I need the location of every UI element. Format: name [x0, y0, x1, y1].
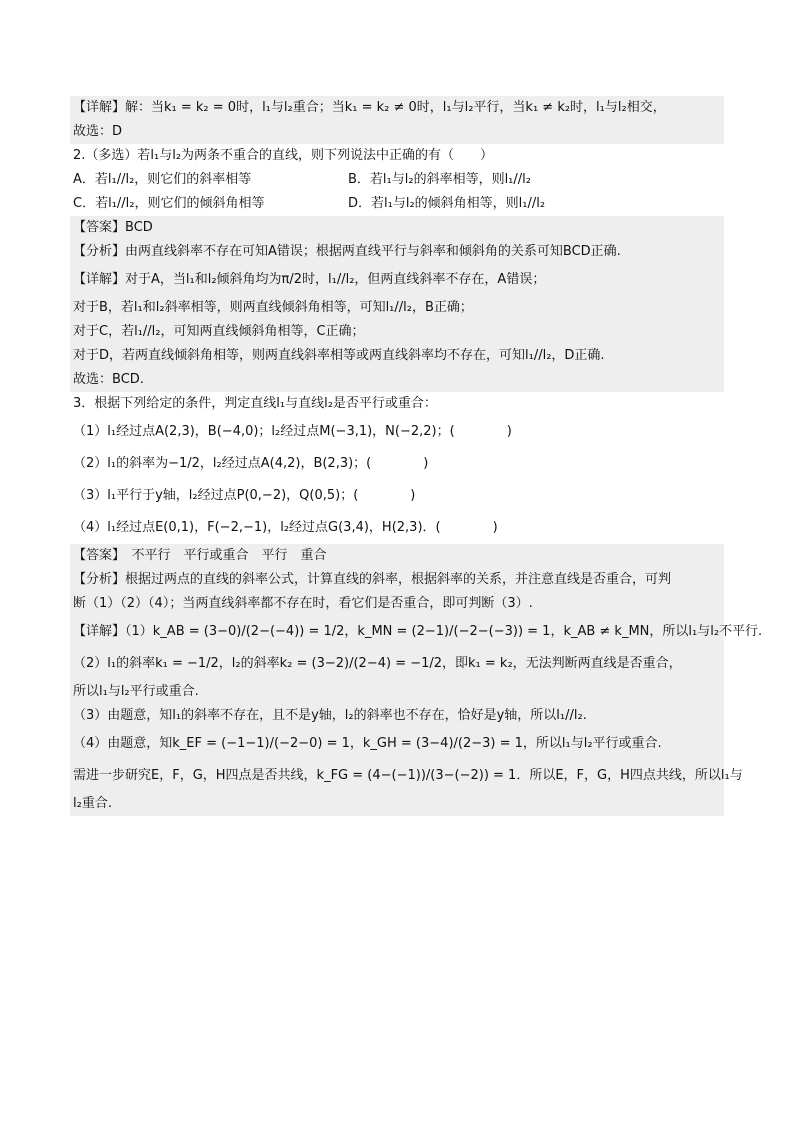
- answer-line: 【答案】BCD: [70, 216, 724, 240]
- option-d: D．若l₁与l₂的倾斜角相等，则l₁//l₂: [348, 196, 546, 211]
- detail-line: （4）由题意，知k_EF = (−1−1)/(−2−0) = 1，k_GH = (3−4)/(2−3) = 1，所以l₁与l₂平行或重合.: [70, 728, 724, 760]
- choice-line: 故选：BCD.: [70, 368, 724, 392]
- detail-line: 【详解】对于A，当l₁和l₂倾斜角均为π/2时，l₁//l₂，但两直线斜率不存在，A错误；: [70, 264, 724, 296]
- question-3-stem: 3．根据下列给定的条件，判定直线l₁与直线l₂是否平行或重合：: [73, 396, 437, 411]
- detail-line: （3）由题意，知l₁的斜率不存在，且不是y轴，l₂的斜率也不存在，恰好是y轴，所以l₁//l₂.: [70, 704, 724, 728]
- detail-line: 【详解】（1）k_AB = (3−0)/(2−(−4)) = 1/2，k_MN = (2−1)/(−2−(−3)) = 1，k_AB ≠ k_MN，所以l₁与l₂不平行.: [70, 616, 724, 648]
- option-a: A．若l₁//l₂，则它们的斜率相等: [73, 172, 252, 187]
- analysis-line: 断（1）（2）（4）；当两直线斜率都不存在时，看它们是否重合，即可判断（3）.: [70, 592, 724, 616]
- option-row: [70, 168, 724, 192]
- option-c: C．若l₁//l₂，则它们的倾斜角相等: [73, 196, 265, 211]
- sub-question: （2）l₁的斜率为−1/2，l₂经过点A(4,2)，B(2,3)；( ): [73, 456, 429, 471]
- document-page: [70, 96, 763, 816]
- sub-question: （4）l₁经过点E(0,1)，F(−2,−1)，l₂经过点G(3,4)，H(2,3)．( ): [73, 520, 498, 535]
- analysis-line: 【分析】由两直线斜率不存在可知A错误；根据两直线平行与斜率和倾斜角的关系可知BCD正确.: [70, 240, 724, 264]
- option-row: [70, 192, 724, 216]
- detail-line: （2）l₁的斜率k₁ = −1/2，l₂的斜率k₂ = (3−2)/(2−4) = −1/2，即k₁ = k₂，无法判断两直线是否重合，: [70, 648, 724, 680]
- analysis-line: 【分析】根据过两点的直线的斜率公式，计算直线的斜率，根据斜率的关系，并注意直线是否重合，可判: [70, 568, 724, 592]
- detail-line: 所以l₁与l₂平行或重合.: [70, 680, 724, 704]
- detail-line: l₂重合.: [70, 792, 724, 816]
- solution-line: 故选：D: [70, 120, 724, 144]
- detail-line: 对于C，若l₁//l₂，可知两直线倾斜角相等，C正确；: [70, 320, 724, 344]
- detail-line: 对于B，若l₁和l₂斜率相等，则两直线倾斜角相等，可知l₁//l₂，B正确；: [70, 296, 724, 320]
- question-2-stem: 2.（多选）若l₁与l₂为两条不重合的直线，则下列说法中正确的有（ ）: [73, 148, 494, 163]
- answer-line: 【答案】 不平行 平行或重合 平行 重合: [70, 544, 724, 568]
- solution-line: 【详解】解：当k₁ = k₂ = 0时，l₁与l₂重合；当k₁ = k₂ ≠ 0时，l₁与l₂平行，当k₁ ≠ k₂时，l₁与l₂相交，: [70, 96, 724, 120]
- detail-line: 对于D，若两直线倾斜角相等，则两直线斜率相等或两直线斜率均不存在，可知l₁//l₂，D正确.: [70, 344, 724, 368]
- sub-question: （3）l₁平行于y轴，l₂经过点P(0,−2)，Q(0,5)；( ): [73, 488, 416, 503]
- detail-line: 需进一步研究E，F，G，H四点是否共线，k_FG = (4−(−1))/(3−(−2)) = 1．所以E，F，G，H四点共线，所以l₁与: [70, 760, 724, 792]
- sub-question: （1）l₁经过点A(2,3)，B(−4,0)；l₂经过点M(−3,1)，N(−2,2)；( ): [73, 424, 512, 439]
- option-b: B．若l₁与l₂的斜率相等，则l₁//l₂: [348, 172, 531, 187]
